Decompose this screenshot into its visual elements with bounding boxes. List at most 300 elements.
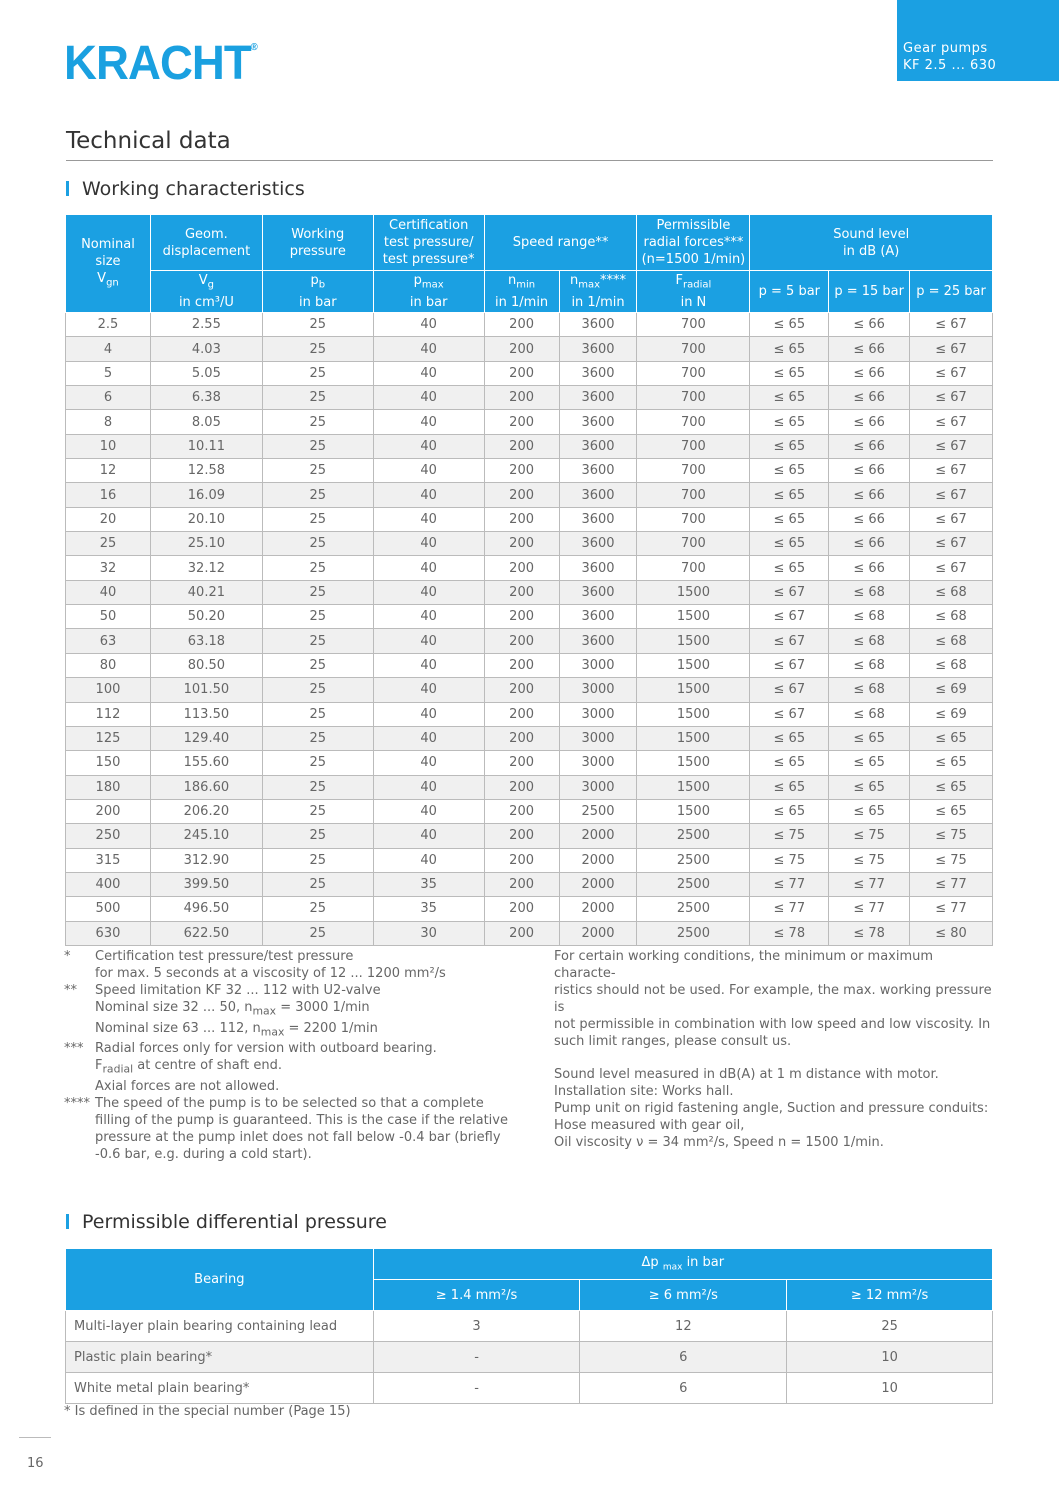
- table-cell: 1500: [637, 678, 750, 702]
- table-cell: 3600: [559, 556, 637, 580]
- table-cell: 40: [373, 824, 484, 848]
- table-cell: 315: [66, 848, 151, 872]
- table-cell: 25: [262, 775, 373, 799]
- page-number-rule: [19, 1437, 51, 1438]
- table-cell: ≤ 65: [750, 313, 829, 337]
- table-cell: 25: [66, 532, 151, 556]
- subheader-nmin: $n_{min}$ in 1/min: [484, 271, 559, 313]
- table-cell: 1500: [637, 653, 750, 677]
- table-cell: 250: [66, 824, 151, 848]
- table-cell: ≤ 66: [829, 337, 910, 361]
- table-cell: ≤ 67: [910, 313, 993, 337]
- table-cell: ≤ 75: [829, 848, 910, 872]
- table-cell: 8: [66, 410, 151, 434]
- table-cell: 200: [484, 313, 559, 337]
- header-working: Working pressure: [262, 215, 373, 271]
- table-cell: ≤ 67: [910, 434, 993, 458]
- table-cell: 1500: [637, 751, 750, 775]
- header-nominal-size: Nominal size $V_{gn}$: [66, 215, 151, 313]
- table-cell: 700: [637, 556, 750, 580]
- working-characteristics-table: [65, 214, 993, 946]
- table-cell: 3000: [559, 775, 637, 799]
- table-row: [66, 556, 993, 580]
- table-row: [66, 775, 993, 799]
- footnote: * Is defined in the special number (Page 15): [64, 1404, 351, 1419]
- table-row: [66, 313, 993, 337]
- table-cell: -: [373, 1342, 580, 1373]
- subheader-vg: $V_g$ in cm³/U: [150, 271, 262, 313]
- table-cell: 630: [66, 921, 151, 945]
- table-cell: 25: [262, 410, 373, 434]
- table-cell: 40: [373, 751, 484, 775]
- table-cell: 25: [262, 824, 373, 848]
- table-cell: 10.11: [150, 434, 262, 458]
- table-cell: 25: [787, 1311, 993, 1342]
- table-cell: ≤ 75: [910, 824, 993, 848]
- table-row: [66, 921, 993, 945]
- table-cell: -: [373, 1373, 580, 1404]
- table-cell: ≤ 66: [829, 459, 910, 483]
- table-cell: ≤ 66: [829, 532, 910, 556]
- table-cell: 622.50: [150, 921, 262, 945]
- table-cell: ≤ 80: [910, 921, 993, 945]
- table-cell: 496.50: [150, 897, 262, 921]
- table-cell: 40: [373, 507, 484, 531]
- table-cell: 25: [262, 361, 373, 385]
- table-cell: 3600: [559, 434, 637, 458]
- kracht-logo: KRACHT®: [64, 37, 257, 90]
- table-cell: ≤ 66: [829, 386, 910, 410]
- table-cell: 10: [787, 1373, 993, 1404]
- table-cell: White metal plain bearing*: [66, 1373, 374, 1404]
- table-cell: 25: [262, 507, 373, 531]
- table-cell: 200: [484, 410, 559, 434]
- table-cell: 40: [373, 799, 484, 823]
- table-cell: ≤ 75: [829, 824, 910, 848]
- table-cell: ≤ 65: [829, 751, 910, 775]
- header-visc-3: ≥ 12 mm²/s: [787, 1280, 993, 1311]
- table-cell: 4: [66, 337, 151, 361]
- table-cell: 200: [484, 653, 559, 677]
- table-cell: 40: [373, 605, 484, 629]
- table-cell: ≤ 68: [829, 629, 910, 653]
- table-cell: ≤ 67: [910, 410, 993, 434]
- table-cell: 399.50: [150, 872, 262, 896]
- table-cell: ≤ 77: [910, 872, 993, 896]
- product-tag-line1: Gear pumps: [903, 41, 988, 56]
- table-cell: 200: [484, 775, 559, 799]
- table-cell: 3600: [559, 629, 637, 653]
- table-cell: ≤ 66: [829, 313, 910, 337]
- table-cell: 3600: [559, 459, 637, 483]
- table-cell: 1500: [637, 605, 750, 629]
- table-cell: 3600: [559, 386, 637, 410]
- table-cell: ≤ 68: [829, 605, 910, 629]
- table-row: [66, 434, 993, 458]
- table-row: [66, 702, 993, 726]
- table-cell: 40: [373, 580, 484, 604]
- table-cell: 25: [262, 605, 373, 629]
- table-cell: 25: [262, 726, 373, 750]
- table-cell: ≤ 67: [750, 580, 829, 604]
- table-cell: 2500: [637, 897, 750, 921]
- table-cell: 35: [373, 897, 484, 921]
- title-divider: [66, 160, 993, 161]
- table-cell: 80: [66, 653, 151, 677]
- header-geom: Geom. displacement: [150, 215, 262, 271]
- table-cell: 40: [373, 532, 484, 556]
- product-tag-line2: KF 2.5 ... 630: [903, 58, 997, 73]
- table-cell: 16: [66, 483, 151, 507]
- table-cell: 40: [373, 337, 484, 361]
- table-cell: 2500: [637, 921, 750, 945]
- table-cell: ≤ 77: [910, 897, 993, 921]
- table-cell: ≤ 67: [910, 337, 993, 361]
- table-cell: ≤ 78: [829, 921, 910, 945]
- table-cell: ≤ 66: [829, 507, 910, 531]
- table-cell: ≤ 68: [829, 580, 910, 604]
- table-cell: 25: [262, 337, 373, 361]
- page-number: 16: [27, 1456, 44, 1471]
- table-cell: 25: [262, 897, 373, 921]
- table-cell: 312.90: [150, 848, 262, 872]
- table-row: [66, 653, 993, 677]
- table-cell: ≤ 77: [829, 897, 910, 921]
- table-row: [66, 848, 993, 872]
- table-cell: 32: [66, 556, 151, 580]
- table-cell: ≤ 67: [910, 361, 993, 385]
- table-cell: 2500: [559, 799, 637, 823]
- footnotes-left: * Certification test pressure/test pressure for max. 5 seconds at a viscosity of 12 ... 1200 mm²/s ** Speed limitation KF 32 ... 112 with U2-valve Nominal size 32 ... 50, $n_{max} = 3000$ 1/min Nominal size 63 ... 112, $n_{max} = 2200$ 1/min *** Radial forces only for version with outboard bearing. $F_{radial}$ at centre of shaft end. Axial forces are not allowed. **** The speed of the pump is to be selected so that a complete filling of the pump is guaranteed. This is the case if the relative pressure at the pump inlet does not fall below -0.4 bar (briefly -0.6 bar, e.g. during a cold start).: [64, 949, 508, 1162]
- table-cell: 1500: [637, 775, 750, 799]
- table-row: [66, 872, 993, 896]
- table-cell: ≤ 65: [750, 459, 829, 483]
- table-cell: 700: [637, 532, 750, 556]
- table-cell: 200: [484, 751, 559, 775]
- table-row: [66, 897, 993, 921]
- table-cell: 2500: [637, 872, 750, 896]
- table-cell: 200: [484, 361, 559, 385]
- table-cell: 200: [484, 386, 559, 410]
- table-cell: ≤ 65: [750, 410, 829, 434]
- table-cell: ≤ 77: [750, 897, 829, 921]
- table-cell: ≤ 67: [750, 653, 829, 677]
- table-cell: 200: [484, 434, 559, 458]
- table-cell: 2000: [559, 824, 637, 848]
- table-cell: ≤ 68: [829, 678, 910, 702]
- table-row: [66, 1373, 993, 1404]
- table-cell: ≤ 67: [750, 629, 829, 653]
- table-cell: 40: [66, 580, 151, 604]
- table-cell: 40: [373, 313, 484, 337]
- table-row: [66, 1311, 993, 1342]
- table-cell: 40: [373, 386, 484, 410]
- table-cell: Plastic plain bearing*: [66, 1342, 374, 1373]
- table-cell: 5: [66, 361, 151, 385]
- table-cell: ≤ 65: [829, 726, 910, 750]
- table-cell: 200: [484, 824, 559, 848]
- table-cell: 200: [484, 337, 559, 361]
- table-cell: 200: [484, 848, 559, 872]
- table-cell: 4.03: [150, 337, 262, 361]
- table-cell: 20: [66, 507, 151, 531]
- section-bar: [66, 1214, 69, 1229]
- table-cell: ≤ 67: [910, 459, 993, 483]
- subheader-fradial: $F_{radial}$ in N: [637, 271, 750, 313]
- table-cell: ≤ 69: [910, 678, 993, 702]
- table-cell: ≤ 68: [829, 653, 910, 677]
- table-cell: ≤ 65: [910, 726, 993, 750]
- table-cell: 5.05: [150, 361, 262, 385]
- table-cell: 25: [262, 678, 373, 702]
- table-cell: 12: [66, 459, 151, 483]
- table-cell: 40: [373, 434, 484, 458]
- table-cell: 40.21: [150, 580, 262, 604]
- table-cell: 12: [580, 1311, 787, 1342]
- table-cell: 3600: [559, 410, 637, 434]
- subheader-pb: $p_b$ in bar: [262, 271, 373, 313]
- table-cell: 1500: [637, 702, 750, 726]
- table-cell: 40: [373, 653, 484, 677]
- table-cell: 200: [484, 702, 559, 726]
- subheader-p25: p = 25 bar: [910, 271, 993, 313]
- table-cell: 32.12: [150, 556, 262, 580]
- table-cell: 129.40: [150, 726, 262, 750]
- table-cell: 25.10: [150, 532, 262, 556]
- table-cell: 3600: [559, 337, 637, 361]
- table-cell: 40: [373, 459, 484, 483]
- table-cell: ≤ 65: [750, 775, 829, 799]
- table-row: [66, 361, 993, 385]
- section-bar: [66, 181, 69, 196]
- subheader-pmax: $p_{max}$ in bar: [373, 271, 484, 313]
- table-cell: 700: [637, 337, 750, 361]
- table-row: [66, 629, 993, 653]
- table-cell: 10: [66, 434, 151, 458]
- table-cell: 3000: [559, 726, 637, 750]
- table-row: [66, 799, 993, 823]
- table-cell: 3600: [559, 313, 637, 337]
- table-cell: 40: [373, 702, 484, 726]
- table-cell: ≤ 65: [750, 799, 829, 823]
- table-cell: 25: [262, 459, 373, 483]
- table-cell: 700: [637, 410, 750, 434]
- table-cell: 155.60: [150, 751, 262, 775]
- table-cell: 1500: [637, 726, 750, 750]
- table-cell: 200: [484, 726, 559, 750]
- table-cell: 25: [262, 386, 373, 410]
- table-cell: ≤ 68: [910, 653, 993, 677]
- table-cell: 700: [637, 483, 750, 507]
- table-cell: ≤ 67: [910, 532, 993, 556]
- table-cell: 2000: [559, 872, 637, 896]
- table-cell: 1500: [637, 629, 750, 653]
- table-cell: 200: [484, 605, 559, 629]
- section-heading-differential: Permissible differential pressure: [66, 1211, 387, 1233]
- table-cell: 25: [262, 653, 373, 677]
- table-row: [66, 751, 993, 775]
- table-cell: 10: [787, 1342, 993, 1373]
- table-cell: 2000: [559, 897, 637, 921]
- table-cell: ≤ 67: [910, 507, 993, 531]
- table-cell: 6: [66, 386, 151, 410]
- table-cell: 700: [637, 459, 750, 483]
- table-cell: 700: [637, 434, 750, 458]
- table-cell: ≤ 65: [750, 483, 829, 507]
- table-cell: ≤ 68: [829, 702, 910, 726]
- table-cell: 700: [637, 386, 750, 410]
- table-cell: ≤ 65: [910, 775, 993, 799]
- table-cell: 25: [262, 313, 373, 337]
- table-cell: 25: [262, 848, 373, 872]
- table-cell: ≤ 65: [910, 799, 993, 823]
- table-cell: 40: [373, 361, 484, 385]
- table-cell: 40: [373, 775, 484, 799]
- table-cell: 3600: [559, 532, 637, 556]
- table-cell: 400: [66, 872, 151, 896]
- table-cell: 50: [66, 605, 151, 629]
- table-cell: 2.55: [150, 313, 262, 337]
- table-cell: 2500: [637, 848, 750, 872]
- table-row: [66, 410, 993, 434]
- table-cell: 150: [66, 751, 151, 775]
- table-cell: ≤ 65: [750, 532, 829, 556]
- table-cell: 80.50: [150, 653, 262, 677]
- table-cell: 25: [262, 751, 373, 775]
- table-row: [66, 824, 993, 848]
- table-cell: 6.38: [150, 386, 262, 410]
- table-cell: ≤ 65: [829, 799, 910, 823]
- table-cell: 700: [637, 507, 750, 531]
- table-cell: ≤ 77: [750, 872, 829, 896]
- table-cell: ≤ 75: [750, 848, 829, 872]
- header-cert: Certification test pressure/ test pressure*: [373, 215, 484, 271]
- table-cell: 3600: [559, 507, 637, 531]
- table-cell: 200: [484, 459, 559, 483]
- table-cell: 25: [262, 629, 373, 653]
- table-cell: 25: [262, 580, 373, 604]
- table-cell: 3000: [559, 653, 637, 677]
- table-cell: 3000: [559, 702, 637, 726]
- table-cell: 40: [373, 848, 484, 872]
- header-bearing: Bearing: [66, 1249, 374, 1311]
- table-cell: 12.58: [150, 459, 262, 483]
- table-cell: 3600: [559, 580, 637, 604]
- header-sound: Sound level in dB (A): [750, 215, 993, 271]
- table-cell: ≤ 65: [750, 434, 829, 458]
- table-cell: 125: [66, 726, 151, 750]
- table-cell: ≤ 66: [829, 556, 910, 580]
- table-cell: 25: [262, 483, 373, 507]
- table-cell: ≤ 66: [829, 434, 910, 458]
- section-heading-working: Working characteristics: [66, 178, 305, 200]
- table-cell: ≤ 75: [750, 824, 829, 848]
- table-row: [66, 1342, 993, 1373]
- table-cell: 16.09: [150, 483, 262, 507]
- table-cell: ≤ 66: [829, 410, 910, 434]
- header-visc-1: ≥ 1.4 mm²/s: [373, 1280, 580, 1311]
- table-cell: 500: [66, 897, 151, 921]
- table-cell: ≤ 65: [910, 751, 993, 775]
- table-cell: 100: [66, 678, 151, 702]
- table-cell: 200: [484, 897, 559, 921]
- table-cell: 1500: [637, 580, 750, 604]
- table-cell: 112: [66, 702, 151, 726]
- table-cell: 40: [373, 726, 484, 750]
- table-cell: ≤ 67: [910, 556, 993, 580]
- table-cell: ≤ 75: [910, 848, 993, 872]
- table-cell: ≤ 68: [910, 580, 993, 604]
- table-cell: ≤ 65: [750, 507, 829, 531]
- table-cell: ≤ 67: [910, 483, 993, 507]
- table-cell: 20.10: [150, 507, 262, 531]
- table-cell: 200: [484, 580, 559, 604]
- table-row: [66, 507, 993, 531]
- notes-right: For certain working conditions, the minimum or maximum characte- ristics should not be used. For example, the max. working pressure is not permissible in combination with low speed and low viscosity. In such limit ranges, please consult us. Sound level measured in dB(A) at 1 m distance with motor. Installation site: Works hall. Pump unit on rigid fastening angle, Suction and pressure conduits: Hose measured with gear oil, Oil viscosity ν = 34 mm²/s, Speed n = 1500 1/min.: [554, 949, 992, 1150]
- header-speed: Speed range**: [484, 215, 637, 271]
- table-cell: 25: [262, 921, 373, 945]
- table-row: [66, 337, 993, 361]
- page-title: Technical data: [66, 128, 231, 154]
- table-cell: 200: [484, 507, 559, 531]
- table-cell: 245.10: [150, 824, 262, 848]
- table-cell: ≤ 67: [750, 605, 829, 629]
- table-cell: ≤ 67: [910, 386, 993, 410]
- table-row: [66, 580, 993, 604]
- table-row: [66, 532, 993, 556]
- table-cell: ≤ 69: [910, 702, 993, 726]
- table-cell: 63.18: [150, 629, 262, 653]
- table-cell: 3600: [559, 483, 637, 507]
- table-cell: 200: [66, 799, 151, 823]
- table-cell: ≤ 66: [829, 361, 910, 385]
- subheader-p5: p = 5 bar: [750, 271, 829, 313]
- table-cell: ≤ 67: [750, 702, 829, 726]
- table-cell: 2500: [637, 824, 750, 848]
- product-tag: [897, 0, 1059, 81]
- table-row: [66, 459, 993, 483]
- table-row: [66, 605, 993, 629]
- table-cell: 6: [580, 1342, 787, 1373]
- table-cell: ≤ 65: [750, 337, 829, 361]
- table-cell: 200: [484, 921, 559, 945]
- table-cell: 200: [484, 872, 559, 896]
- subheader-p15: p = 15 bar: [829, 271, 910, 313]
- table-cell: ≤ 77: [829, 872, 910, 896]
- header-radial: Permissible radial forces*** (n=1500 1/min): [637, 215, 750, 271]
- table-cell: 3000: [559, 751, 637, 775]
- table-cell: 25: [262, 434, 373, 458]
- table-cell: ≤ 65: [750, 556, 829, 580]
- table-cell: 180: [66, 775, 151, 799]
- table-cell: 113.50: [150, 702, 262, 726]
- table-cell: 700: [637, 313, 750, 337]
- table-cell: 35: [373, 872, 484, 896]
- table-cell: 200: [484, 629, 559, 653]
- table-cell: 8.05: [150, 410, 262, 434]
- table-cell: Multi-layer plain bearing containing lead: [66, 1311, 374, 1342]
- table-cell: 25: [262, 702, 373, 726]
- table-cell: 200: [484, 678, 559, 702]
- table-cell: 25: [262, 799, 373, 823]
- table-cell: 40: [373, 410, 484, 434]
- table-cell: 40: [373, 629, 484, 653]
- table-cell: 25: [262, 872, 373, 896]
- table-cell: ≤ 65: [750, 726, 829, 750]
- table-row: [66, 483, 993, 507]
- table-cell: 2.5: [66, 313, 151, 337]
- table-cell: 40: [373, 483, 484, 507]
